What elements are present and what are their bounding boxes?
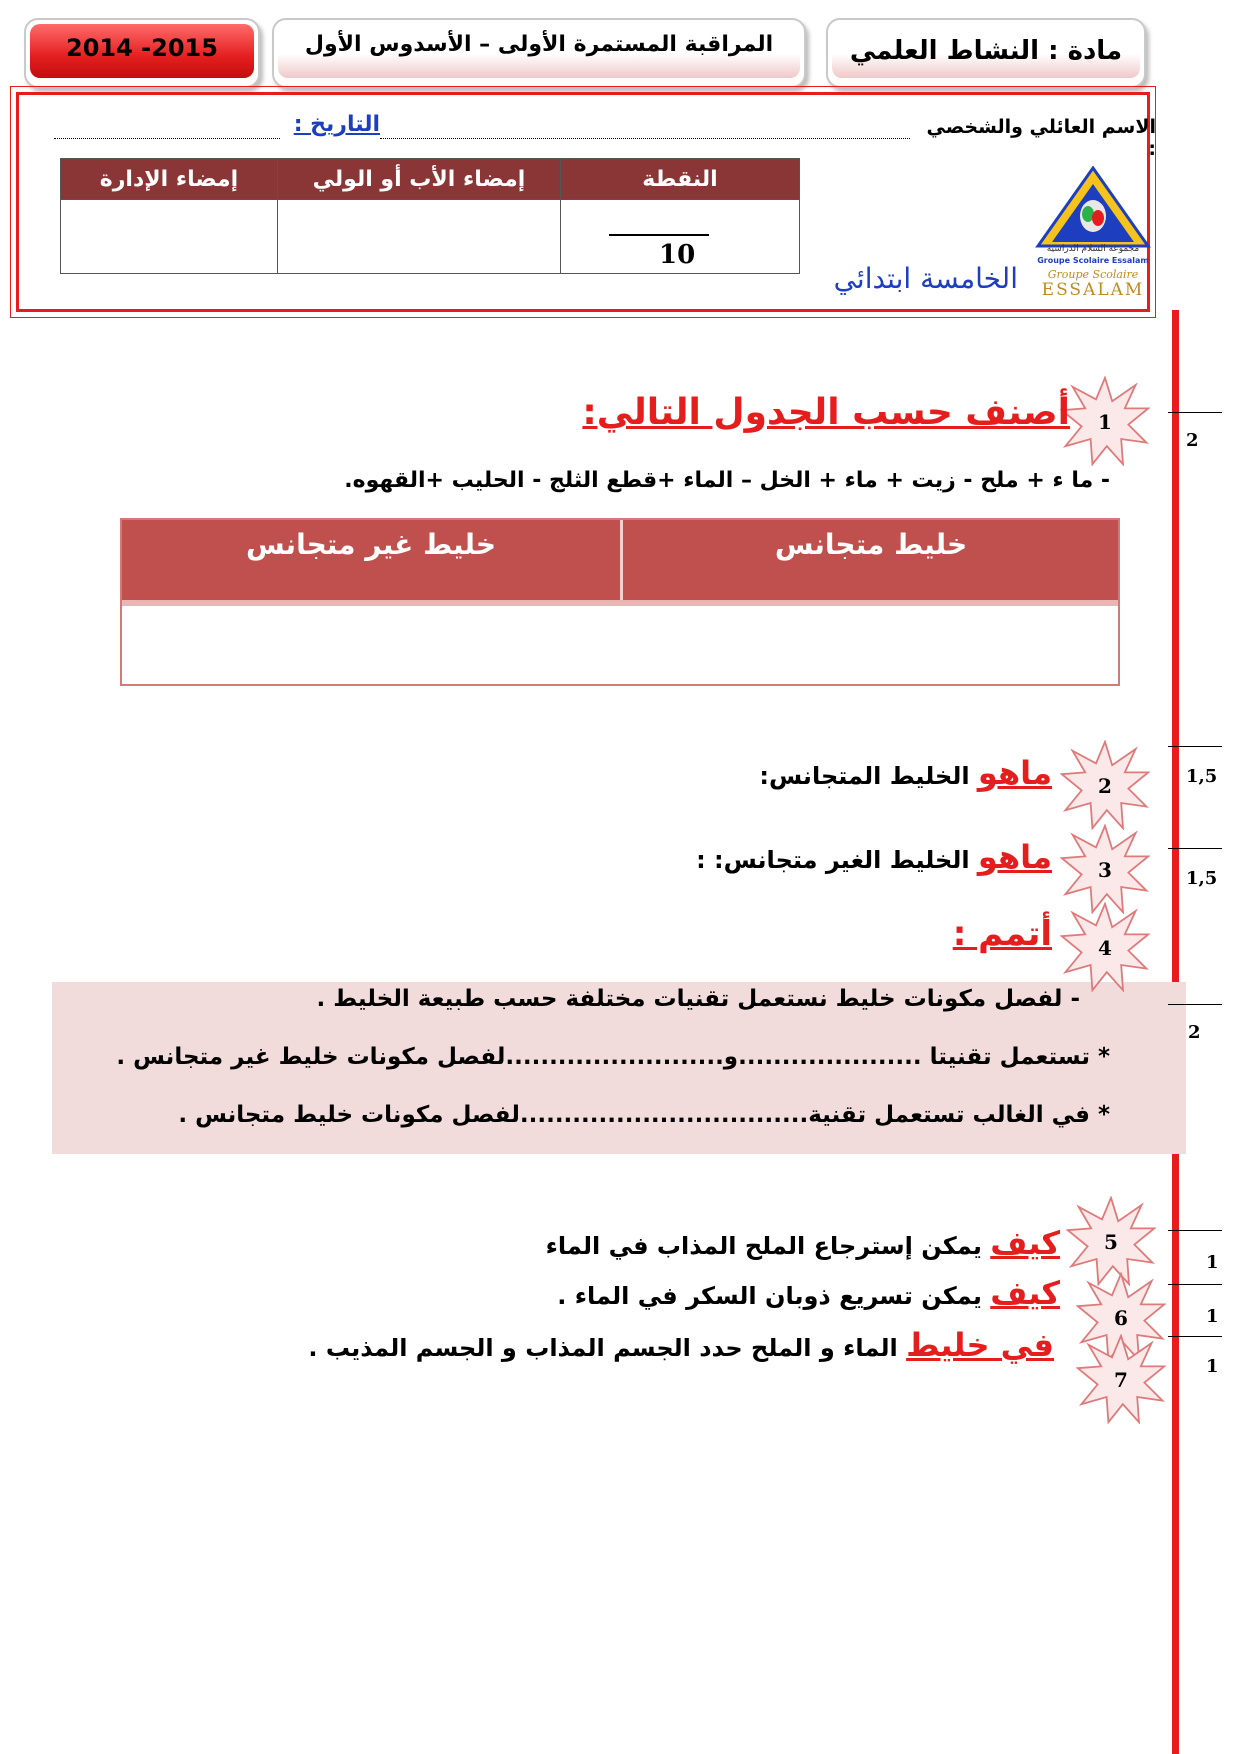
name-dotted-line[interactable] (380, 138, 910, 139)
year-tab (24, 18, 260, 88)
logo-script: Groupe Scolaire (1047, 268, 1139, 281)
question-2-points: 1,5 (1186, 766, 1218, 787)
question-3-badge (1060, 824, 1150, 914)
question-2-badge (1060, 740, 1150, 830)
question-7-points: 1 (1206, 1356, 1219, 1377)
question-7-prompt: الماء و الملح حدد الجسم المذاب و الجسم المذيب . (308, 1334, 907, 1362)
question-3-points: 1,5 (1186, 868, 1218, 889)
logo-name-fr: Groupe Scolaire Essalam (1037, 256, 1149, 265)
parent-signature-header: إمضاء الأب أو الولي (278, 159, 561, 200)
points-divider (1168, 1004, 1222, 1005)
date-dotted-line[interactable] (54, 138, 280, 139)
question-2-keyword: ماهو (977, 754, 1052, 792)
question-7-number: 7 (1114, 1368, 1128, 1392)
question-1-points: 2 (1186, 430, 1199, 451)
question-3-text (500, 838, 1052, 876)
question-3-number: 3 (1098, 858, 1112, 882)
points-divider (1168, 848, 1222, 849)
score-table (60, 158, 800, 274)
question-6-number: 6 (1114, 1306, 1128, 1330)
logo-brand: ESSALAM (1041, 280, 1145, 300)
question-4-points: 2 (1188, 1022, 1201, 1043)
question-6-text (500, 1274, 1060, 1312)
points-divider (1168, 412, 1222, 413)
exam-title-tab (272, 18, 806, 88)
question-1-items: - ما ء + ملح - زيت + ماء + الخل – الماء +قطع الثلج - الحليب +القهوه. (344, 468, 1110, 493)
question-1-badge (1060, 376, 1150, 466)
question-5-prompt: يمكن إسترجاع الملح المذاب في الماء (545, 1232, 991, 1260)
subject-title: مادة : النشاط العلمي (849, 36, 1123, 66)
question-5-keyword: كيف (990, 1224, 1060, 1262)
question-7-text (300, 1326, 1054, 1364)
points-divider (1168, 1230, 1222, 1231)
logo-name-ar: مجموعة السلام الدراسية (1046, 244, 1140, 254)
classification-table (120, 518, 1120, 686)
score-cell[interactable] (561, 200, 800, 274)
question-2-number: 2 (1098, 774, 1112, 798)
logo-triangle-icon (1034, 166, 1152, 248)
question-6-keyword: كيف (990, 1274, 1060, 1312)
score-header: النقطة (561, 159, 800, 200)
points-divider (1168, 746, 1222, 747)
date-label: التاريخ : (293, 112, 380, 137)
question-6-points: 1 (1206, 1306, 1219, 1327)
question-7-badge (1076, 1334, 1166, 1424)
question-1-title: أصنف حسب الجدول التالي: (582, 392, 1070, 433)
school-logo (1034, 166, 1152, 302)
question-2-prompt: الخليط المتجانس: (759, 762, 978, 790)
admin-signature-cell[interactable] (61, 200, 278, 274)
grade-level: الخامسة ابتدائي (833, 262, 1018, 295)
question-7-keyword: في خليط (906, 1326, 1054, 1364)
name-label: الاسم العائلي والشخصي : (926, 116, 1156, 160)
question-2-text (500, 754, 1052, 792)
question-6-prompt: يمكن تسريع ذوبان السكر في الماء . (557, 1282, 991, 1310)
score-line (609, 234, 709, 236)
question-5-text (500, 1224, 1060, 1262)
question-4-line-1: - لفصل مكونات خليط نستعمل تقنيات مختلفة حسب طبيعة الخليط . (316, 986, 1080, 1012)
question-4-line-2[interactable]: * تستعمل تقنيتا .....................و.........................لفصل مكونات خليط غير متجانس . (116, 1044, 1110, 1070)
question-3-keyword: ماهو (977, 838, 1052, 876)
homogeneous-column-header: خليط متجانس (774, 528, 968, 561)
exam-title: المراقبة المستمرة الأولى – الأسدوس الأول (304, 32, 774, 57)
classification-answer-cell[interactable] (122, 606, 1118, 684)
school-year: 2014 -2015 (66, 34, 218, 62)
question-4-title: أتمم : (952, 914, 1052, 954)
question-1-number: 1 (1098, 410, 1112, 434)
question-5-points: 1 (1206, 1252, 1219, 1273)
points-divider (1168, 1284, 1222, 1285)
question-4-number: 4 (1098, 936, 1112, 960)
question-3-prompt: الخليط الغير متجانس: : (696, 846, 978, 874)
max-score: 10 (659, 240, 696, 270)
question-5-number: 5 (1104, 1230, 1118, 1254)
points-divider (1168, 1336, 1222, 1337)
heterogeneous-column-header: خليط غير متجانس (245, 528, 497, 561)
question-4-line-3[interactable]: * في الغالب تستعمل تقنية.................................لفصل مكونات خليط متجانس . (178, 1102, 1110, 1128)
parent-signature-cell[interactable] (278, 200, 561, 274)
admin-signature-header: إمضاء الإدارة (61, 159, 278, 200)
question-4-badge (1060, 902, 1150, 992)
subject-tab (826, 18, 1146, 88)
